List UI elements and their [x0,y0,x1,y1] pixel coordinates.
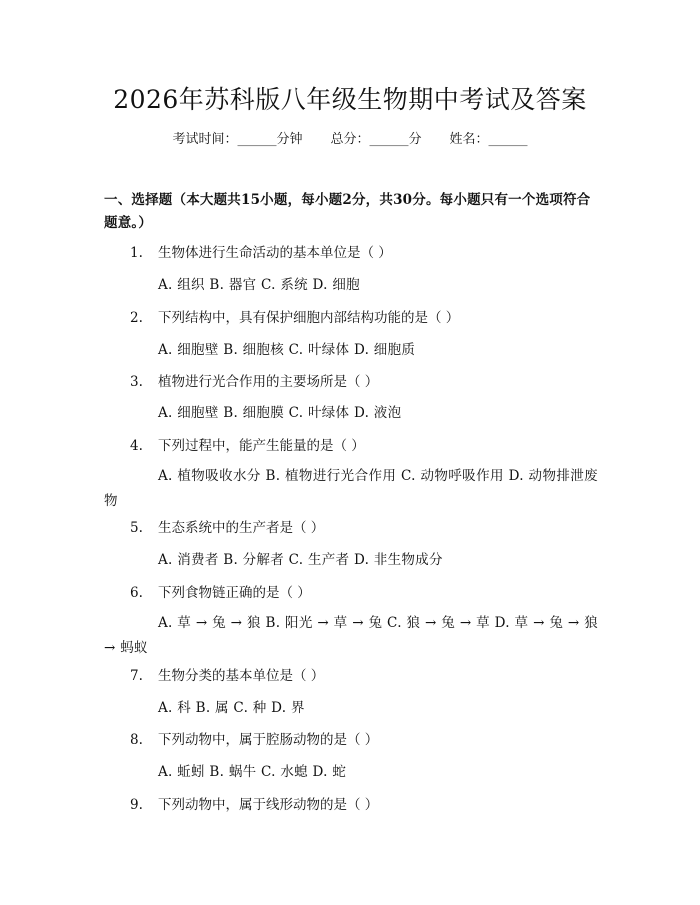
question-2-options: A. 细胞壁 B. 细胞核 C. 叶绿体 D. 细胞质 [158,342,416,358]
question-4-options: A. 植物吸收水分 B. 植物进行光合作用 C. 动物呼吸作用 D. 动物排泄废物 [104,468,598,509]
question-number: 4. [130,438,143,454]
question-3-options: A. 细胞壁 B. 细胞膜 C. 叶绿体 D. 液泡 [158,405,402,421]
question-8-options: A. 蚯蚓 B. 蜗牛 C. 水螅 D. 蛇 [158,764,347,780]
total-score-field: 总分：______分 [330,132,422,147]
question-number: 8. [130,732,143,748]
question-number: 5. [130,520,143,536]
question-1-options: A. 组织 B. 器官 C. 系统 D. 细胞 [158,277,360,293]
question-5-options: A. 消费者 B. 分解者 C. 生产者 D. 非生物成分 [158,552,443,568]
question-stem: 下列结构中，具有保护细胞内部结构功能的是（ ） [158,310,460,326]
question-6-options: A. 草 → 兔 → 狼 B. 阳光 → 草 → 兔 C. 狼 → 兔 → 草 D. 草 → 兔 → 狼 → 蚂蚁 [104,615,598,656]
question-stem: 下列动物中，属于腔肠动物的是（ ） [158,732,379,748]
question-stem: 下列过程中，能产生能量的是（ ） [158,438,365,454]
exam-time-field: 考试时间：______分钟 [172,132,303,147]
exam-info-line [0,130,700,150]
question-stem: 植物进行光合作用的主要场所是（ ） [158,374,379,390]
section-heading: 一、选择题（本大题共15小题，每小题2分，共30分。每小题只有一个选项符合题意。） [104,192,591,231]
question-stem: 生物分类的基本单位是（ ） [158,668,325,684]
question-stem: 下列食物链正确的是（ ） [158,585,311,601]
question-number: 2. [130,310,143,326]
question-number: 9. [130,797,143,813]
question-7-options: A. 科 B. 属 C. 种 D. 界 [158,700,305,716]
question-number: 3. [130,374,143,390]
question-number: 7. [130,668,143,684]
question-stem: 生物体进行生命活动的基本单位是（ ） [158,245,392,261]
question-number: 6. [130,585,143,601]
question-stem: 下列动物中，属于线形动物的是（ ） [158,797,379,813]
student-name-field: 姓名：______ [449,132,528,147]
exam-title: 2026年苏科版八年级生物期中考试及答案 [113,85,587,114]
question-stem: 生态系统中的生产者是（ ） [158,520,325,536]
question-number: 1. [130,245,143,261]
